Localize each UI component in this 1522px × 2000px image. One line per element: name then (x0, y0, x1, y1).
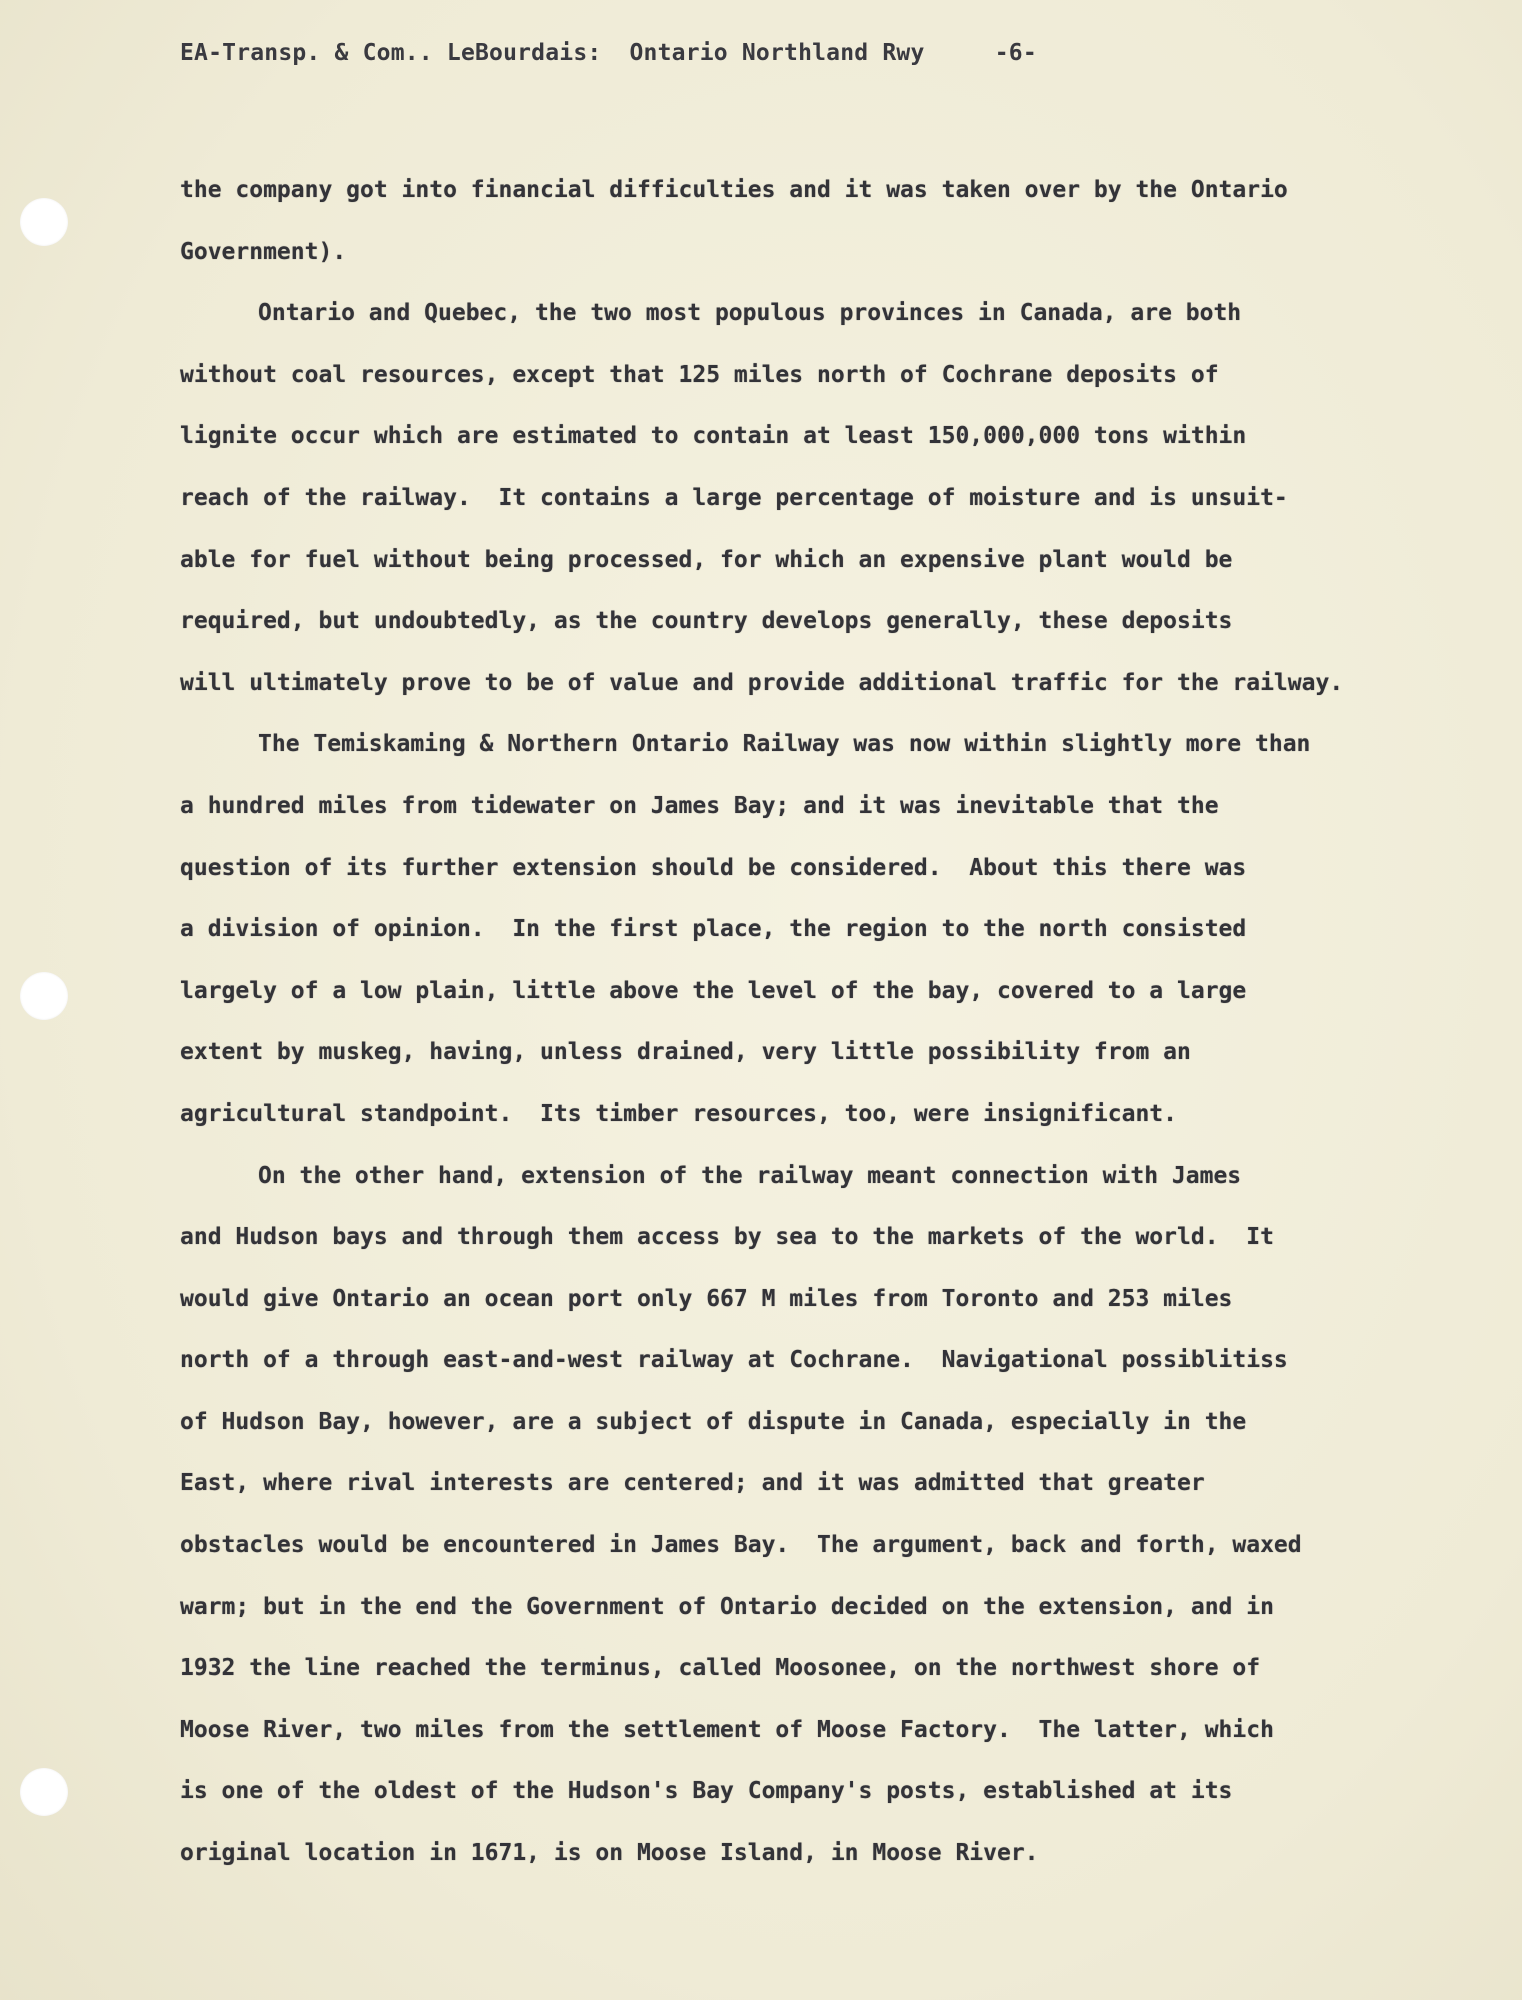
body-text (180, 160, 1500, 1885)
text-line: a hundred miles from tidewater on James Bay; and it was inevitable that the (180, 792, 1219, 819)
text-line: will ultimately prove to be of value and provide additional traffic for the railway. (180, 669, 1344, 696)
text-line: able for fuel without being processed, for which an expensive plant would be (180, 546, 1233, 573)
page-header: EA-Transp. & Com.. LeBourdais: Ontario Northland Rwy -6- (180, 40, 1037, 66)
text-line: would give Ontario an ocean port only 667 M miles from Toronto and 253 miles (180, 1285, 1233, 1312)
text-line: Government). (180, 238, 347, 265)
text-line: lignite occur which are estimated to contain at least 150,000,000 tons within (180, 423, 1247, 450)
text-line: warm; but in the end the Government of Ontario decided on the extension, and in (180, 1593, 1274, 1620)
text-line: Ontario and Quebec, the two most populous provinces in Canada, are both (258, 300, 1242, 327)
text-line: the company got into financial difficulties and it was taken over by the Ontario (180, 177, 1288, 203)
text-line: Moose River, two miles from the settlement of Moose Factory. The latter, which (180, 1716, 1274, 1743)
text-line: reach of the railway. It contains a large percentage of moisture and is unsuit- (180, 484, 1288, 511)
text-line: original location in 1671, is on Moose Island, in Moose River. (180, 1840, 1039, 1867)
text-line: a division of opinion. In the first place, the region to the north consisted (180, 916, 1247, 943)
text-line: is one of the oldest of the Hudson's Bay Company's posts, established at its (180, 1778, 1233, 1805)
text-line: largely of a low plain, little above the level of the bay, covered to a large (180, 977, 1247, 1004)
text-line: extent by muskeg, having, unless drained, very little possibility from an (180, 1039, 1191, 1066)
punch-hole-bottom (20, 1768, 68, 1816)
text-line: question of its further extension should be considered. About this there was (180, 854, 1247, 881)
text-line: obstacles would be encountered in James Bay. The argument, back and forth, waxed (180, 1532, 1302, 1559)
text-line: On the other hand, extension of the railway meant connection with James (258, 1162, 1242, 1189)
text-line: and Hudson bays and through them access by sea to the markets of the world. It (180, 1224, 1274, 1251)
text-line: The Temiskaming & Northern Ontario Railway was now within slightly more than (258, 731, 1311, 758)
punch-hole-top (20, 198, 68, 246)
text-line: agricultural standpoint. Its timber resources, too, were insignificant. (180, 1100, 1177, 1127)
text-line: north of a through east-and-west railway at Cochrane. Navigational possiblitiss (180, 1347, 1288, 1374)
text-line: East, where rival interests are centered; and it was admitted that greater (180, 1470, 1205, 1497)
text-line: 1932 the line reached the terminus, called Moosonee, on the northwest shore of (180, 1655, 1261, 1682)
punch-hole-middle (20, 972, 68, 1020)
text-line: required, but undoubtedly, as the country develops generally, these deposits (180, 608, 1233, 635)
text-line: without coal resources, except that 125 miles north of Cochrane deposits of (180, 361, 1219, 388)
text-line: of Hudson Bay, however, are a subject of dispute in Canada, especially in the (180, 1408, 1247, 1435)
